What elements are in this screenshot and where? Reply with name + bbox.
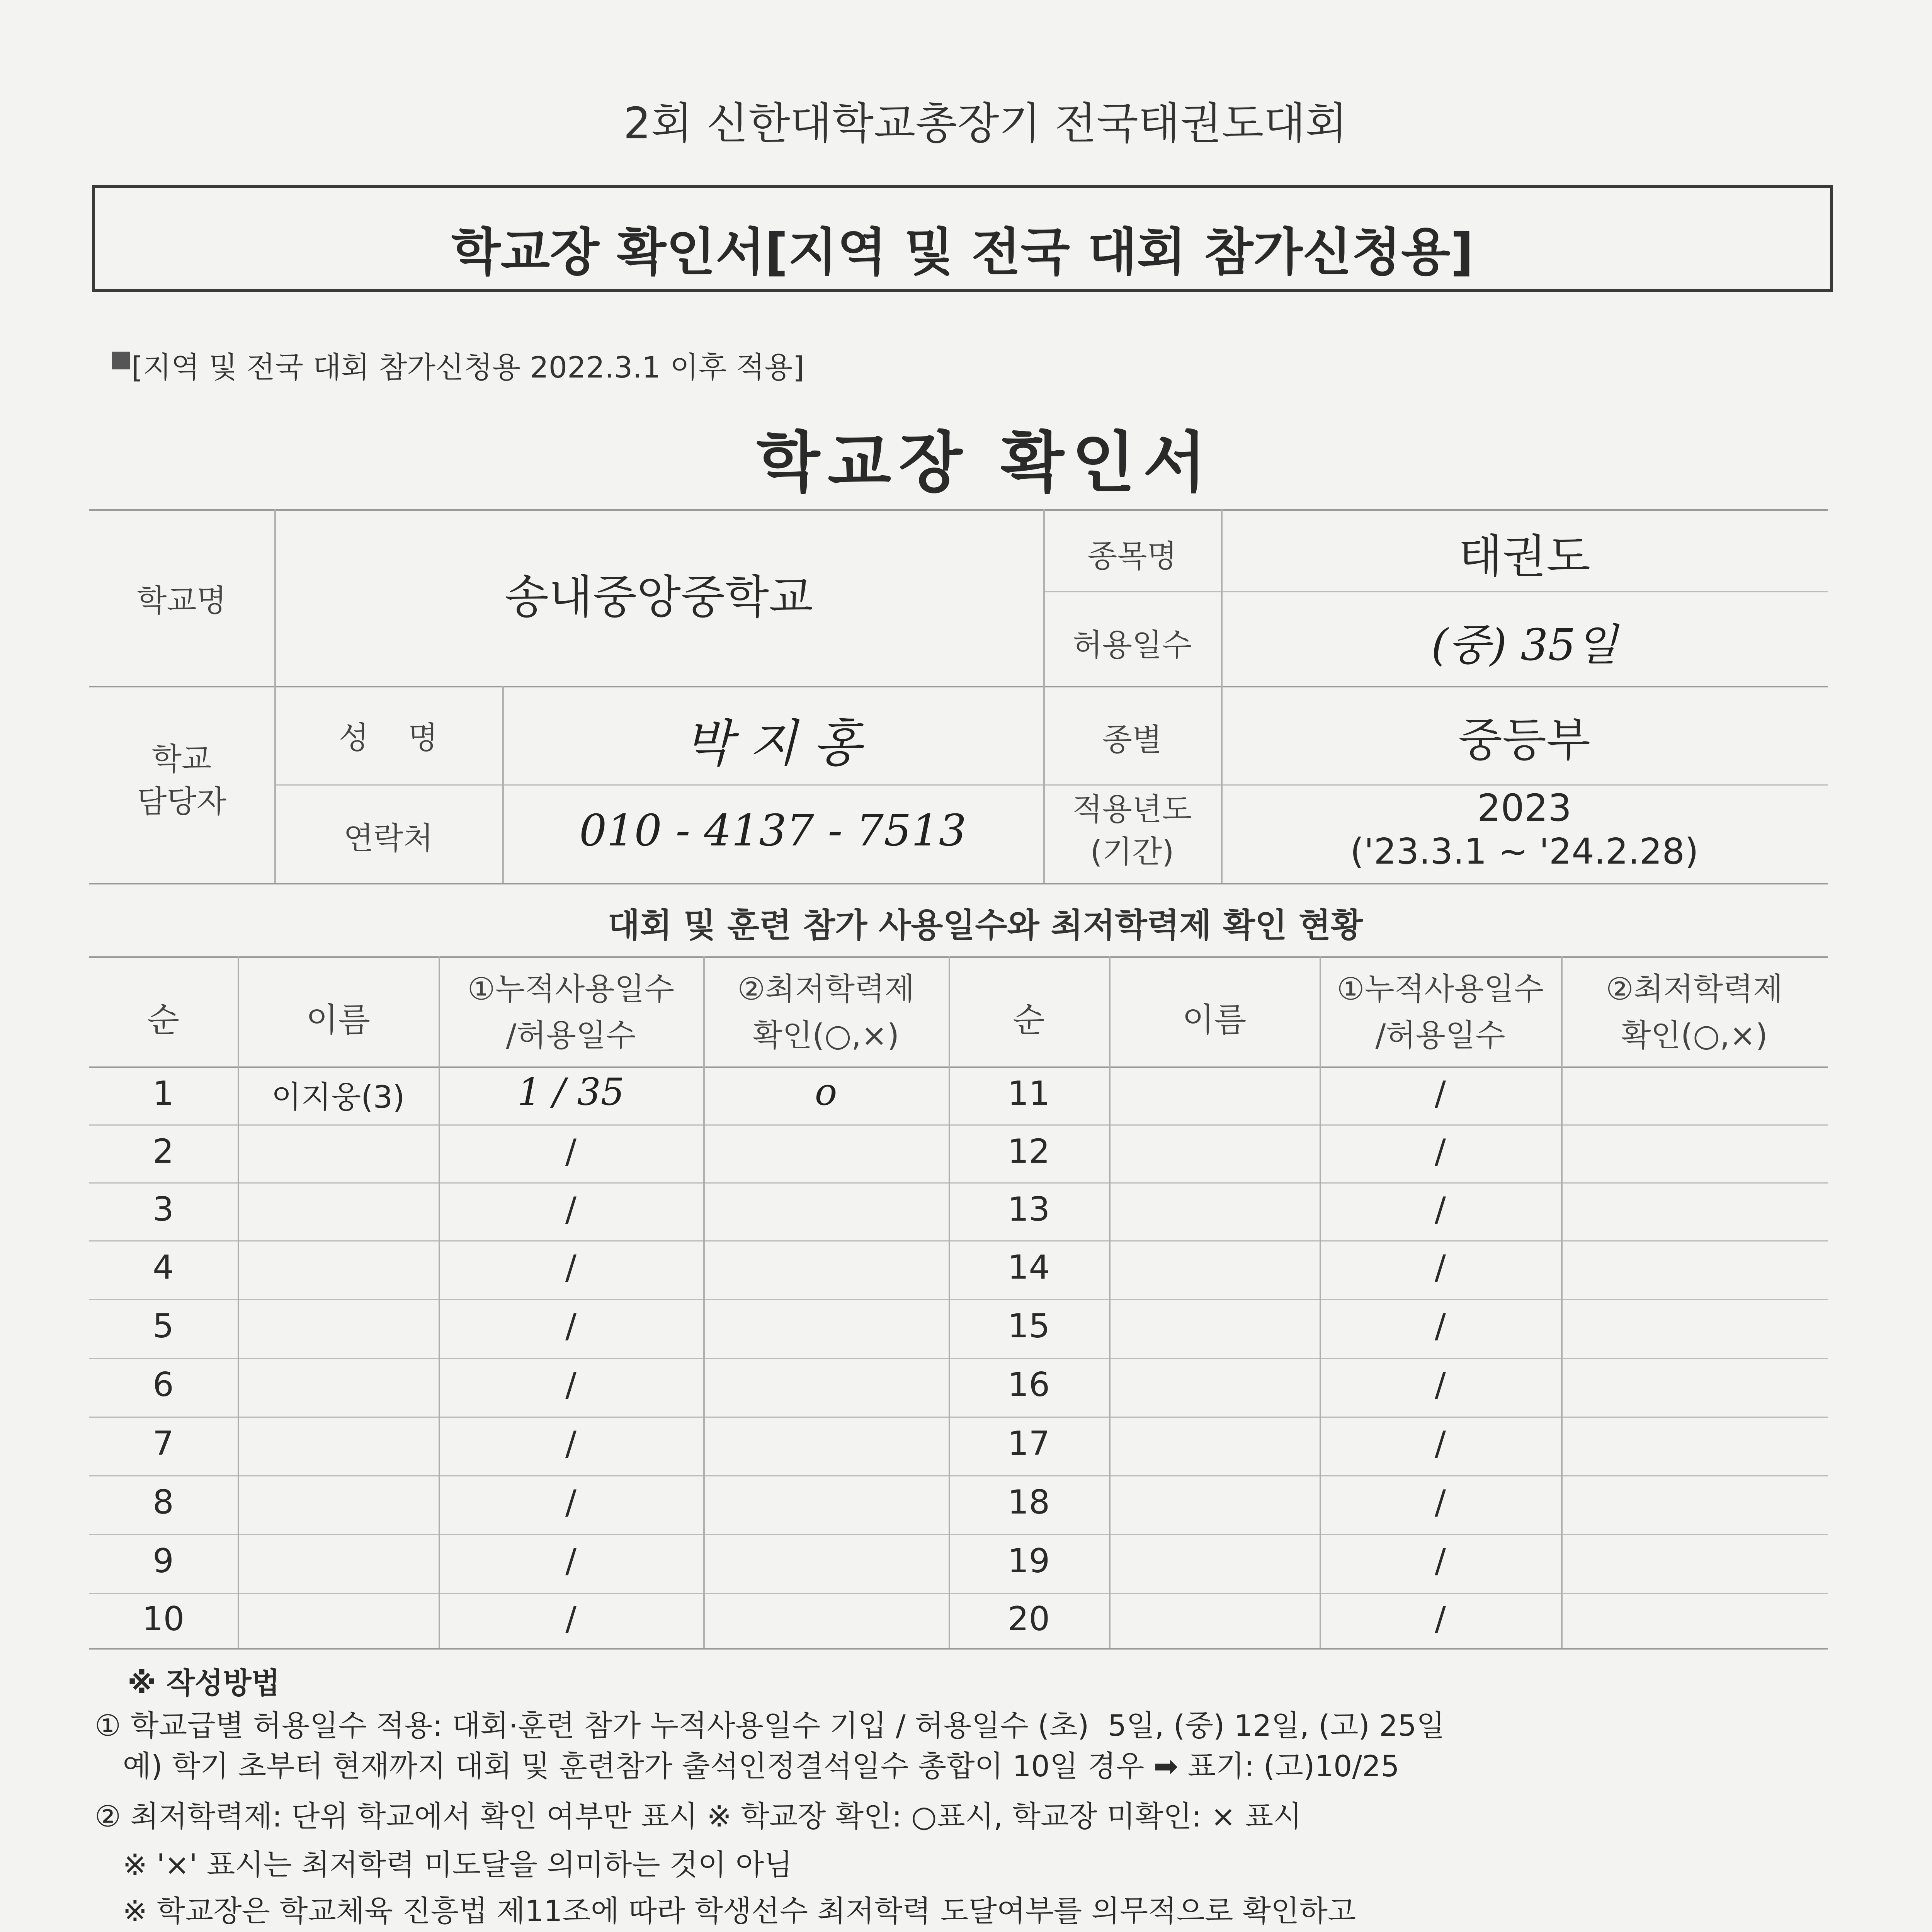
row-name: 이지웅(3) <box>271 1079 405 1115</box>
category-label: 종별 <box>1102 722 1162 758</box>
header-used-right <box>1320 966 1561 1059</box>
row-number: 7 <box>153 1424 174 1463</box>
header-used-left-line2: /허용일수 <box>506 1017 636 1053</box>
apply-period-value: ('23.3.1 ~ '24.2.28) <box>1350 831 1699 872</box>
event-title: 2회 신한대학교총장기 전국태권도대회 <box>623 99 1347 149</box>
row-number: 10 <box>142 1600 185 1638</box>
row-number: 5 <box>153 1307 174 1345</box>
row-number: 20 <box>1007 1600 1050 1638</box>
row-days: / <box>1435 1424 1446 1463</box>
apply-year-value: 2023 <box>1477 786 1572 830</box>
row-days: 1 / 35 <box>517 1070 624 1114</box>
row-days: / <box>1435 1074 1446 1113</box>
header-check-left-line2: 확인(○,×) <box>752 1017 900 1053</box>
header-name-right: 이름 <box>1182 1001 1247 1039</box>
header-check-left-line1: ②최저학력제 <box>737 971 915 1007</box>
header-no-right: 순 <box>1012 1001 1045 1039</box>
manager-label <box>89 738 274 823</box>
row-days: / <box>1435 1600 1446 1638</box>
row-number: 13 <box>1007 1190 1050 1229</box>
row-number: 19 <box>1007 1542 1050 1580</box>
row-days: / <box>565 1483 577 1522</box>
form-note-marker-icon <box>112 352 130 369</box>
header-check-right <box>1561 966 1828 1059</box>
row-number: 15 <box>1007 1307 1050 1345</box>
row-days: / <box>1435 1366 1446 1404</box>
row-number: 3 <box>153 1190 174 1229</box>
instruction-line: 예) 학기 초부터 현재까지 대회 및 훈련참가 출석인정결석일수 총합이 10일 경우 ➡ 표기: (고)10/25 <box>95 1749 1400 1783</box>
header-name-left: 이름 <box>306 1001 371 1039</box>
header-no-left: 순 <box>147 1001 180 1039</box>
row-check: o <box>815 1070 837 1114</box>
row-days: / <box>565 1424 577 1463</box>
person-name-value: 박 지 홍 <box>684 714 862 773</box>
row-number: 2 <box>153 1132 174 1171</box>
title-box <box>92 185 1833 292</box>
row-days: / <box>1435 1132 1446 1171</box>
allowed-days-label: 허용일수 <box>1072 627 1192 663</box>
header-used-right-line2: /허용일수 <box>1375 1017 1505 1053</box>
box-title: 학교장 확인서[지역 및 전국 대회 참가신청용] <box>451 223 1474 282</box>
instruction-line: ② 최저학력제: 단위 학교에서 확인 여부만 표시 ※ 학교장 확인: ○표시, 학교장 미확인: × 표시 <box>95 1799 1302 1833</box>
row-number: 9 <box>153 1542 174 1580</box>
row-days: / <box>565 1542 577 1580</box>
row-days: / <box>565 1248 577 1287</box>
row-days: / <box>565 1366 577 1404</box>
allowed-days-value: (중) 35일 <box>1431 620 1617 670</box>
participation-title: 대회 및 훈련 참가 사용일수와 최저학력제 확인 현황 <box>607 906 1363 945</box>
apply-year-label <box>1043 788 1221 873</box>
school-name-label: 학교명 <box>137 583 226 619</box>
header-used-right-line1: ①누적사용일수 <box>1337 971 1544 1007</box>
row-number: 14 <box>1007 1248 1050 1287</box>
row-number: 6 <box>153 1366 174 1404</box>
header-check-right-line2: 확인(○,×) <box>1621 1017 1768 1053</box>
instruction-line: ※ 학교장은 학교체육 진흥법 제11조에 따라 학생선수 최저학력 도달여부를 의무적으로 확인하고 <box>95 1894 1356 1928</box>
header-used-left-line1: ①누적사용일수 <box>467 971 675 1007</box>
form-note: [지역 및 전국 대회 참가신청용 2022.3.1 이후 적용] <box>131 350 804 384</box>
row-days: / <box>565 1600 577 1638</box>
instructions-heading: ※ 작성방법 <box>128 1666 280 1700</box>
row-days: / <box>565 1190 577 1229</box>
header-check-left <box>703 966 949 1059</box>
row-days: / <box>1435 1248 1446 1287</box>
row-number: 16 <box>1007 1366 1050 1404</box>
instruction-line: ※ '×' 표시는 최저학력 미도달을 의미하는 것이 아님 <box>95 1847 793 1882</box>
row-number: 17 <box>1007 1424 1050 1463</box>
row-number: 8 <box>153 1483 174 1522</box>
row-days: / <box>1435 1483 1446 1522</box>
row-number: 4 <box>153 1248 174 1287</box>
header-used-left <box>439 966 703 1059</box>
row-days: / <box>1435 1307 1446 1345</box>
contact-value: 010 - 4137 - 7513 <box>579 806 966 856</box>
manager-label-line1: 학교 <box>151 741 212 777</box>
row-days: / <box>565 1307 577 1345</box>
apply-period-label-text: (기간) <box>1090 834 1174 870</box>
header-check-right-line1: ②최저학력제 <box>1605 971 1783 1007</box>
row-number: 1 <box>153 1074 174 1113</box>
contact-label: 연락처 <box>344 820 433 856</box>
row-days: / <box>565 1132 577 1171</box>
instruction-line <box>95 1928 888 1932</box>
row-number: 12 <box>1007 1132 1050 1171</box>
sport-name-value: 태권도 <box>1458 530 1590 583</box>
row-number: 11 <box>1007 1074 1050 1113</box>
row-days: / <box>1435 1190 1446 1229</box>
row-days: / <box>1435 1542 1446 1580</box>
school-name-value: 송내중앙중학교 <box>505 570 813 624</box>
form-title: 학교장 확인서 <box>756 425 1214 501</box>
person-name-label: 성 명 <box>338 720 438 756</box>
manager-label-line2: 담당자 <box>137 784 226 820</box>
row-number: 18 <box>1007 1483 1050 1522</box>
instruction-line: ① 학교급별 허용일수 적용: 대회·훈련 참가 누적사용일수 기입 / 허용일수 (초) 5일, (중) 12일, (고) 25일 <box>95 1708 1445 1743</box>
sport-name-label: 종목명 <box>1087 538 1177 574</box>
apply-year-label-text: 적용년도 <box>1072 791 1192 827</box>
category-value: 중등부 <box>1458 713 1590 767</box>
